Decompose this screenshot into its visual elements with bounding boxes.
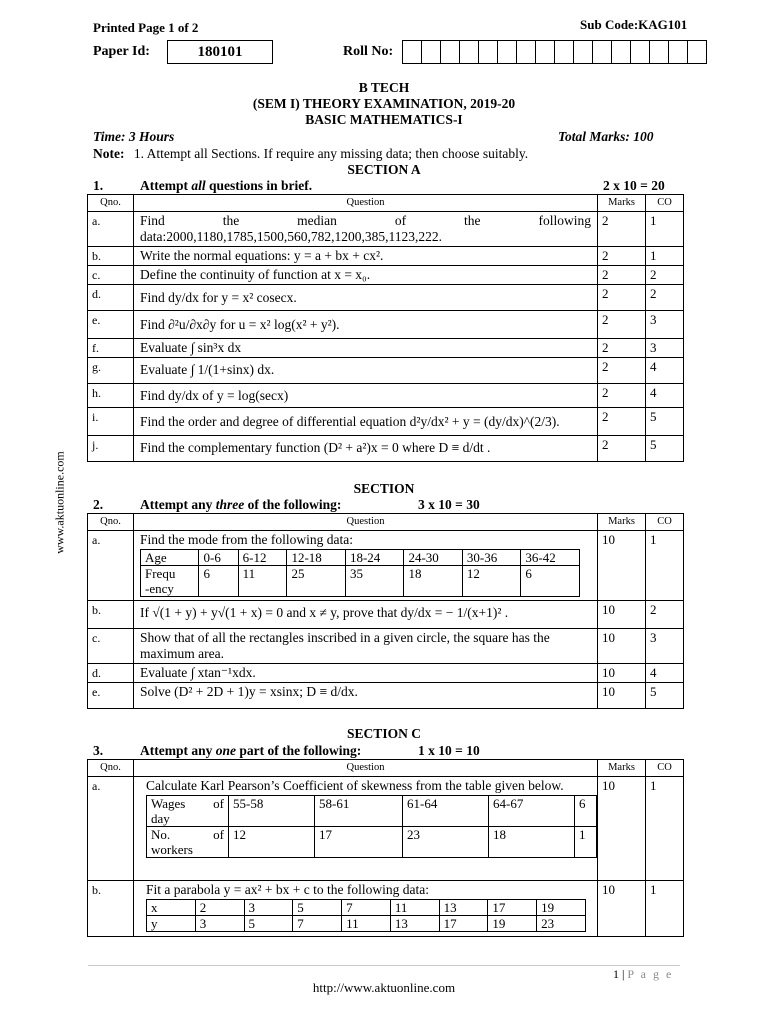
- section-c-title: SECTION C: [347, 726, 421, 741]
- roll-no-boxes: [403, 40, 707, 64]
- table-row: e. Find ∂²u/∂x∂y for u = x² log(x² + y²). 2 3: [88, 311, 684, 339]
- section-a-instruction: Attempt all questions in brief.: [140, 178, 313, 193]
- section-a-title: SECTION A: [347, 162, 421, 177]
- col-co: CO: [646, 195, 684, 212]
- paper-id-label: Paper Id:: [93, 44, 150, 59]
- section-a-marks: 2 x 10 = 20: [603, 178, 665, 193]
- note: [93, 146, 528, 162]
- section-c-marks: 1 x 10 = 10: [418, 743, 480, 758]
- note-label: Note:: [93, 146, 125, 161]
- printed-page: Printed Page 1 of 2: [93, 20, 199, 35]
- watermark-url: www.aktuonline.com: [52, 451, 67, 554]
- exam-title: (SEM I) THEORY EXAMINATION, 2019-20: [252, 96, 516, 111]
- parabola-data-table: x 2 3 5 7 11 13 17 19 y 3 5 7 11 13 17 19 23: [146, 899, 586, 932]
- mode-data-table: Age 0-6 6-12 12-18 18-24 24-30 30-36 36-42 Frequ -ency 6 11 25 35 18 12 6: [140, 549, 580, 597]
- table-row: e. Solve (D² + 2D + 1)y = xsinx; D ≡ d/dx. 10 5: [88, 683, 684, 709]
- page-number: 1 | P a g e: [613, 967, 674, 981]
- col-marks: Marks: [598, 195, 646, 212]
- section-a-num: 1.: [93, 178, 104, 193]
- col-qno: Qno.: [88, 195, 134, 212]
- table-row: h. Find dy/dx of y = log(secx) 2 4: [88, 384, 684, 408]
- paper-id-box: 180101: [167, 40, 273, 64]
- footer-divider: [88, 965, 680, 966]
- roll-no-label: Roll No:: [343, 44, 394, 59]
- degree-title: B TECH: [358, 80, 410, 95]
- section-b-num: 2.: [93, 497, 104, 512]
- table-row: c. Define the continuity of function at x = x₀. 2 2: [88, 266, 684, 285]
- section-c-table: Qno. Question Marks CO a. Calculate Karl Pearson’s Coefficient of skewness from the table given below. Wages of day 55-58 58-61 61-64 64-67 6 No. of workers 12 17 23 18 1 10 1 b. Fit a parabola y = ax² + bx + c to the following data: x 2 3 5 7 11 13 17 19 y 3 5 7 11 13 17 19 23 10 1: [87, 759, 684, 937]
- section-b-table: Qno. Question Marks CO a. Find the mode from the following data: Age 0-6 6-12 12-18 18-24 24-30 30-36 36-42 Frequ -ency 6 11 25 35 18 12 6 10 1 b. If √(1 + y) + y√(1 + x) = 0 and x ≠ y, prove that dy/dx = − 1/(x+1)² . 10 2 c. Show that of all the rectangles inscribed in a given circle, the square has the maximum area. 10 3 d. Evaluate ∫ xtan⁻¹xdx. 10 4 e. Solve (D² + 2D + 1)y = xsinx; D ≡ d/dx. 10 5: [87, 513, 684, 709]
- time: Time: 3 Hours: [93, 129, 175, 144]
- table-row: b. Write the normal equations: y = a + bx + cx². 2 1: [88, 247, 684, 266]
- sub-code: Sub Code:KAG101: [580, 17, 688, 32]
- table-row: g. Evaluate ∫ 1/(1+sinx) dx. 2 4: [88, 358, 684, 384]
- section-c-instruction: Attempt any one part of the following:: [140, 743, 362, 758]
- section-c-num: 3.: [93, 743, 104, 758]
- table-row: f. Evaluate ∫ sin³x dx 2 3: [88, 339, 684, 358]
- section-b-title: SECTION: [353, 481, 415, 496]
- table-row: a. Find the median of the following data:2000,1180,1785,1500,560,782,1200,385,1123,222. 2 1: [88, 212, 684, 247]
- total-marks: Total Marks: 100: [558, 129, 654, 144]
- note-text: 1. Attempt all Sections. If require any missing data; then choose suitably.: [133, 146, 529, 161]
- section-a-table: [87, 194, 684, 462]
- table-row: a. Find the mode from the following data: Age 0-6 6-12 12-18 18-24 24-30 30-36 36-42 Frequ -ency 6 11 25 35 18 12 6 10 1: [88, 531, 684, 601]
- skewness-table: Wages of day 55-58 58-61 61-64 64-67 6 No. of workers 12 17 23 18 1: [146, 795, 597, 858]
- table-row: a. Calculate Karl Pearson’s Coefficient of skewness from the table given below. Wages of day 55-58 58-61 61-64 64-67 6 No. of workers 12 17 23 18 1 10 1: [88, 777, 684, 881]
- table-row: d. Evaluate ∫ xtan⁻¹xdx. 10 4: [88, 664, 684, 683]
- table-row: i. Find the order and degree of differential equation d²y/dx² + y = (dy/dx)^(2/3). 2 5: [88, 408, 684, 436]
- section-b-instruction: Attempt any three of the following:: [140, 497, 342, 512]
- footer-url[interactable]: http://www.aktuonline.com: [312, 980, 456, 995]
- table-row: c. Show that of all the rectangles inscribed in a given circle, the square has the maximum area. 10 3: [88, 629, 684, 664]
- section-b-marks: 3 x 10 = 30: [418, 497, 480, 512]
- table-row: j. Find the complementary function (D² + a²)x = 0 where D ≡ d/dt . 2 5: [88, 436, 684, 462]
- table-row: b. Fit a parabola y = ax² + bx + c to the following data: x 2 3 5 7 11 13 17 19 y 3 5 7 11 13 17 19 23 10 1: [88, 881, 684, 937]
- table-row: d. Find dy/dx for y = x² cosecx. 2 2: [88, 285, 684, 311]
- col-question: Question: [134, 195, 598, 212]
- subject-title: BASIC MATHEMATICS-I: [305, 112, 463, 127]
- table-row: b. If √(1 + y) + y√(1 + x) = 0 and x ≠ y, prove that dy/dx = − 1/(x+1)² . 10 2: [88, 601, 684, 629]
